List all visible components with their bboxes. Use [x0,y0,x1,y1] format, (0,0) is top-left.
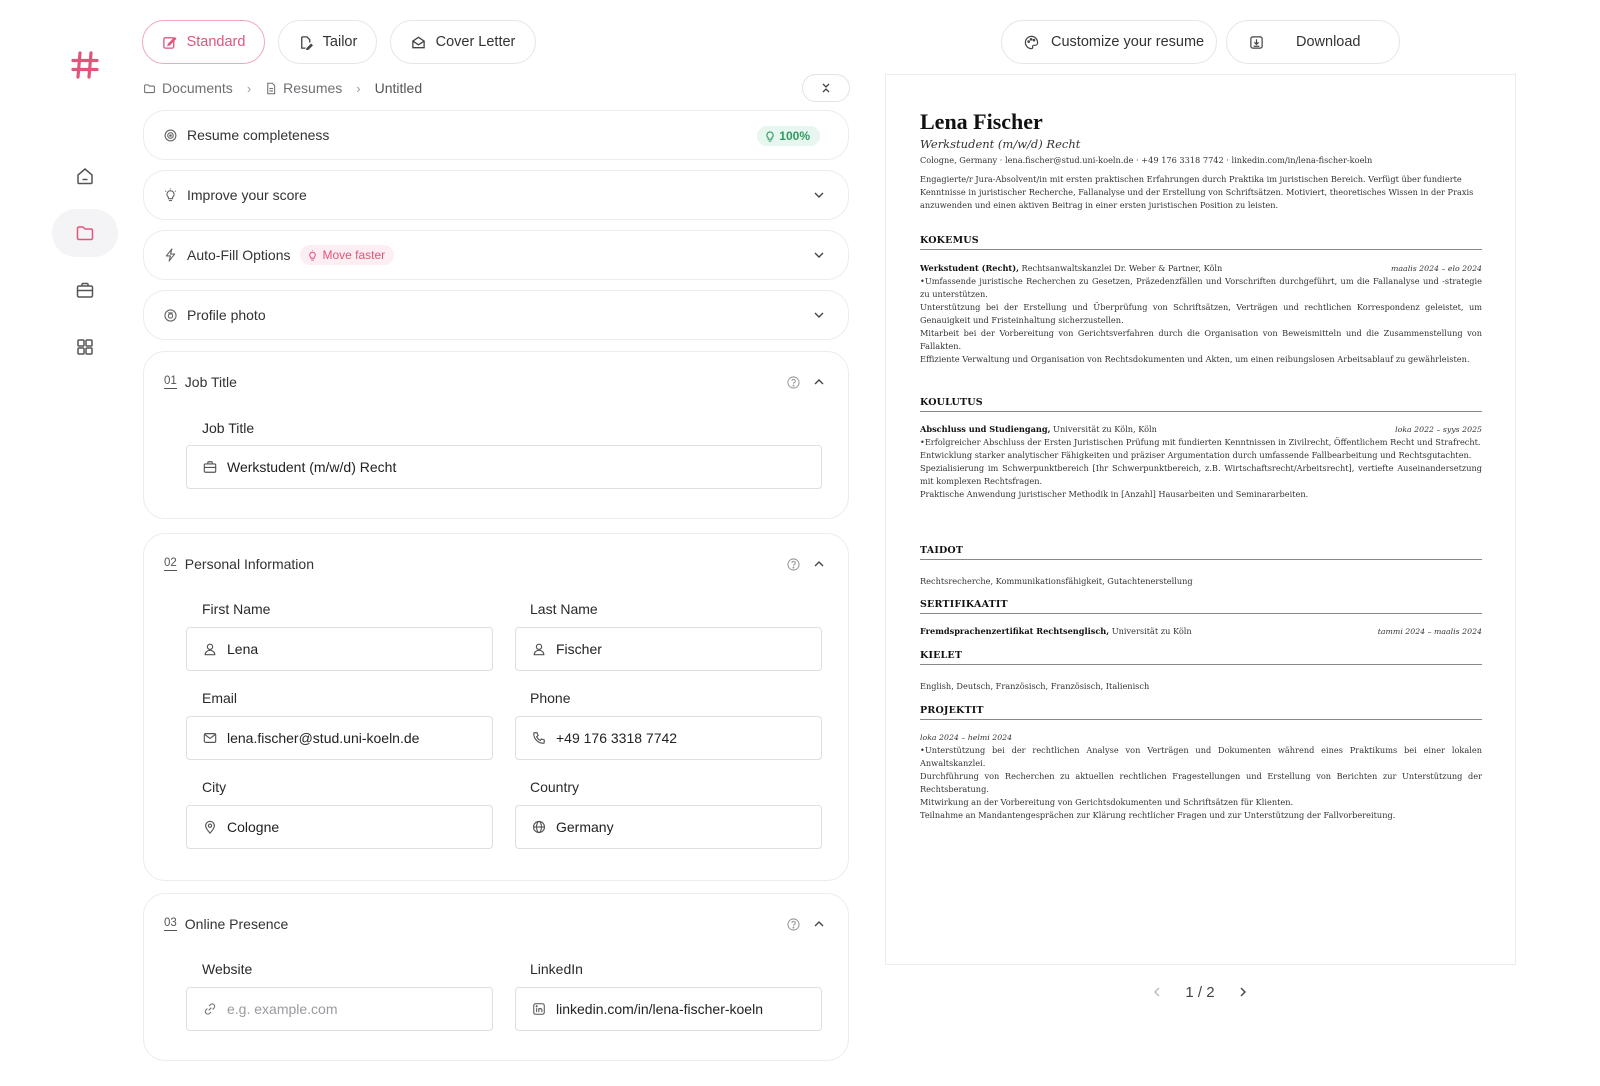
file-edit-icon [298,35,313,50]
resume-section-education: KOULUTUS [920,397,1482,412]
tab-standard[interactable] [142,20,265,64]
sidebar-item-home[interactable] [52,152,118,200]
city-label: City [202,779,227,795]
tab-cover-letter[interactable] [390,20,536,64]
section-number: 02 [164,557,177,569]
resume-project-entry [920,731,1482,822]
prev-page-button[interactable] [1150,985,1164,999]
grid-icon [75,337,95,357]
online-presence-section-header[interactable] [164,916,288,932]
completeness-value: 100% [779,129,810,143]
chevron-down-icon [812,188,826,202]
help-icon[interactable] [787,376,800,389]
user-icon [532,642,546,656]
linkedin-value: linkedin.com/in/lena-fischer-koeln [556,1001,763,1017]
lightbulb-icon [307,250,318,261]
resume-skills-text: Rechtsrecherche, Kommunikationsfähigkeit, Gutachtenerstellung [920,576,1193,586]
home-icon [75,166,95,186]
project-bullet: Durchführung von Recherchen zu aktuellen rechtlichen Fragestellungen und Erstellung von Berichten zur Unterstützung der Rechtsberatung. [920,771,1482,794]
lightning-icon [164,248,177,262]
experience-date: maalis 2024 – elo 2024 [1391,264,1482,273]
tab-standard-label: Standard [186,34,246,50]
hash-logo-icon[interactable] [70,50,100,80]
resume-languages-text: English, Deutsch, Französisch, Französisch, Italienisch [920,681,1150,691]
phone-input[interactable] [515,716,822,760]
chevron-right-icon: › [246,80,252,96]
tab-tailor-label: Tailor [322,34,358,50]
website-input[interactable] [186,987,493,1031]
cert-org: Universität zu Köln [1109,626,1192,636]
project-bullet: •Unterstützung bei der rechtlichen Analyse von Verträgen und Dokumenten während eines Praktikums bei einer lokalen Anwaltskanzlei. [920,745,1482,768]
education-bullet: Praktische Anwendung juristischer Methodik in [Anzahl] Hausarbeiten und Seminararbeiten. [920,489,1309,499]
phone-icon [532,731,546,745]
resume-section-skills: TAIDOT [920,545,1482,560]
country-input[interactable] [515,805,822,849]
folder-icon [143,82,156,95]
auto-fill-panel[interactable] [143,230,849,280]
resume-cert-entry [920,625,1482,638]
sidebar-item-apps[interactable] [52,323,118,371]
email-value: lena.fischer@stud.uni-koeln.de [227,730,420,746]
linkedin-label: LinkedIn [530,961,583,977]
first-name-label: First Name [202,601,271,617]
resume-contact: Cologne, Germany · lena.fischer@stud.uni-koeln.de · +49 176 3318 7742 · linkedin.com/in/lena-fischer-koeln [920,155,1373,165]
education-bullet: •Erfolgreicher Abschluss der Ersten Juristischen Prüfung mit fundierten Kenntnissen in Zivilrecht, Öffentlichem Recht und Strafrecht. [920,437,1481,447]
page-indicator: 1 / 2 [1185,983,1215,1001]
customize-resume-label: Customize your resume [1051,34,1205,50]
auto-fill-label: Auto-Fill Options [187,247,291,263]
lightbulb-icon [164,188,177,202]
phone-label: Phone [530,690,571,706]
email-input[interactable] [186,716,493,760]
next-page-button[interactable] [1236,985,1250,999]
move-faster-label: Move faster [322,248,386,262]
tab-tailor[interactable] [278,20,377,64]
envelope-icon [411,35,426,50]
help-icon[interactable] [787,918,800,931]
download-icon [1249,35,1264,50]
last-name-input[interactable] [515,627,822,671]
sidebar [0,0,140,1086]
resume-title: Werkstudent (m/w/d) Recht [920,137,1081,151]
section-title: Job Title [184,374,237,390]
section-title: Online Presence [184,916,289,932]
first-name-input[interactable] [186,627,493,671]
chevron-down-icon [812,248,826,262]
job-title-value: Werkstudent (m/w/d) Recht [227,459,397,475]
last-name-label: Last Name [530,601,598,617]
download-button[interactable] [1226,20,1400,64]
chevron-right-icon: › [356,80,361,96]
chevron-down-icon [812,308,826,322]
experience-org: Rechtsanwaltskanzlei Dr. Weber & Partner, Köln [1018,263,1223,273]
project-date: loka 2024 – helmi 2024 [920,733,1013,742]
resume-preview [885,74,1516,965]
country-value: Germany [556,819,614,835]
breadcrumb-current: Untitled [374,80,423,96]
education-date: loka 2022 – syys 2025 [1395,425,1482,434]
resume-completeness-label: Resume completeness [187,127,330,143]
mail-icon [203,731,217,745]
job-title-section [143,351,849,519]
project-bullet: Teilnahme an Mandantengesprächen zur Klärung rechtlicher Fragen und zur Unterstützung der Fallvorbereitung. [920,810,1396,820]
experience-role: Werkstudent (Recht), [920,263,1019,273]
move-faster-badge [300,245,394,265]
job-title-input[interactable] [186,445,822,489]
last-name-value: Fischer [556,641,602,657]
file-icon [265,82,277,95]
improve-score-label: Improve your score [187,187,307,203]
online-presence-section [143,893,849,1061]
personal-information-section-header[interactable] [164,556,314,572]
completeness-badge [757,126,820,146]
briefcase-icon [75,280,95,300]
breadcrumb-documents[interactable]: Documents [162,80,233,96]
collapse-icon [820,82,832,94]
cert-name: Fremdsprachenzertifikat Rechtsenglisch, [920,626,1110,636]
resume-experience-entry [920,262,1482,366]
experience-bullet: Effiziente Verwaltung und Organisation von Rechtsdokumenten und Akten, um einen reibungslosen Arbeitsablauf zu gewährleisten. [920,354,1470,364]
resume-section-experience: KOKEMUS [920,235,1482,250]
resume-name: Lena Fischer [920,109,1043,134]
phone-value: +49 176 3318 7742 [556,730,678,746]
project-bullet: Mitwirkung an der Vorbereitung von Gerichtsdokumenten und Schriftsätzen für Klienten. [920,797,1294,807]
globe-icon [532,820,546,834]
email-label: Email [202,690,238,706]
pagination [1150,980,1250,1004]
education-degree: Abschluss und Studiengang, [920,424,1051,434]
experience-bullet: •Umfassende juristische Recherchen zu Gesetzen, Präzedenzfällen und Vorschriften durchgeführt, um die Fallanalyse und -strategie zu unterstützen. [920,276,1482,299]
experience-bullet: Unterstützung bei der Erstellung und Überprüfung von Schriftsätzen, Verträgen und rechtlichen Korrespondenz geleistet, um Genauigkeit und Fristeinhaltung sicherzustellen. [920,302,1482,325]
job-title-section-header[interactable] [164,374,237,390]
user-icon [203,642,217,656]
target-icon [164,129,177,142]
customize-resume-button[interactable] [1001,20,1217,64]
section-number: 01 [164,375,177,387]
resume-completeness-panel[interactable] [143,110,849,160]
breadcrumb [143,78,422,98]
education-bullet: Spezialisierung im Schwerpunktbereich [Ihr Schwerpunktbereich, z.B. Wirtschaftsrecht/Arbeitsrecht], vertiefte Auseinandersetzung mit komplexen Rechtsfragen. [920,463,1482,486]
website-placeholder: e.g. example.com [227,1001,338,1017]
profile-photo-label: Profile photo [187,307,266,323]
city-value: Cologne [227,819,280,835]
folder-icon [75,223,95,243]
chevron-up-icon[interactable] [812,375,826,389]
resume-education-entry [920,423,1482,501]
download-label: Download [1296,34,1361,50]
resume-section-projects: PROJEKTIT [920,705,1482,720]
chevron-up-icon[interactable] [812,557,826,571]
sidebar-item-jobs[interactable] [52,266,118,314]
edit-icon [162,35,177,50]
resume-summary: Engagierte/r Jura-Absolvent/in mit ersten praktischen Erfahrungen durch Praktika im juristischen Bereich. Verfügt über fundierte Kenntnisse in juristischer Recherche, Fallanalyse und der Erstellung von Schriftsätzen. Motiviert, theoretisches Wissen in der Praxis anzuwenden und einen aktiven Beitrag in einer ersten juristischen Position zu leisten. [920,174,1474,210]
country-label: Country [530,779,580,795]
map-pin-icon [203,820,217,834]
sidebar-item-documents[interactable] [52,209,118,257]
link-icon [203,1002,217,1016]
personal-information-section [143,533,849,881]
improve-score-panel[interactable] [143,170,849,220]
bulb-icon [765,131,775,142]
section-title: Personal Information [184,556,314,572]
education-org: Universität zu Köln, Köln [1050,424,1157,434]
palette-icon [1024,35,1039,50]
breadcrumb-resumes[interactable]: Resumes [283,80,343,96]
website-label: Website [202,961,253,977]
section-number: 03 [164,917,177,929]
help-icon[interactable] [787,558,800,571]
profile-photo-panel[interactable] [143,290,849,340]
job-title-label: Job Title [202,420,255,436]
resume-section-certificates: SERTIFIKAATIT [920,599,1482,614]
experience-bullet: Mitarbeit bei der Vorbereitung von Gerichtsverfahren durch die Organisation von Beweismitteln und die Zusammenstellung von Fallakten. [920,328,1482,351]
linkedin-input[interactable] [515,987,822,1031]
chevron-up-icon[interactable] [812,917,826,931]
cert-date: tammi 2024 – maalis 2024 [1377,627,1482,636]
camera-icon [164,309,177,322]
linkedin-icon [532,1002,546,1016]
city-input[interactable] [186,805,493,849]
first-name-value: Lena [227,641,259,657]
briefcase-icon [203,460,217,474]
collapse-all-button[interactable] [802,74,850,102]
resume-section-languages: KIELET [920,650,1482,665]
education-bullet: Entwicklung starker analytischer Fähigkeiten und präziser Argumentation durch umfassende Fallbearbeitung und Rechtsgutachten. [920,450,1472,460]
tab-cover-letter-label: Cover Letter [435,34,516,50]
